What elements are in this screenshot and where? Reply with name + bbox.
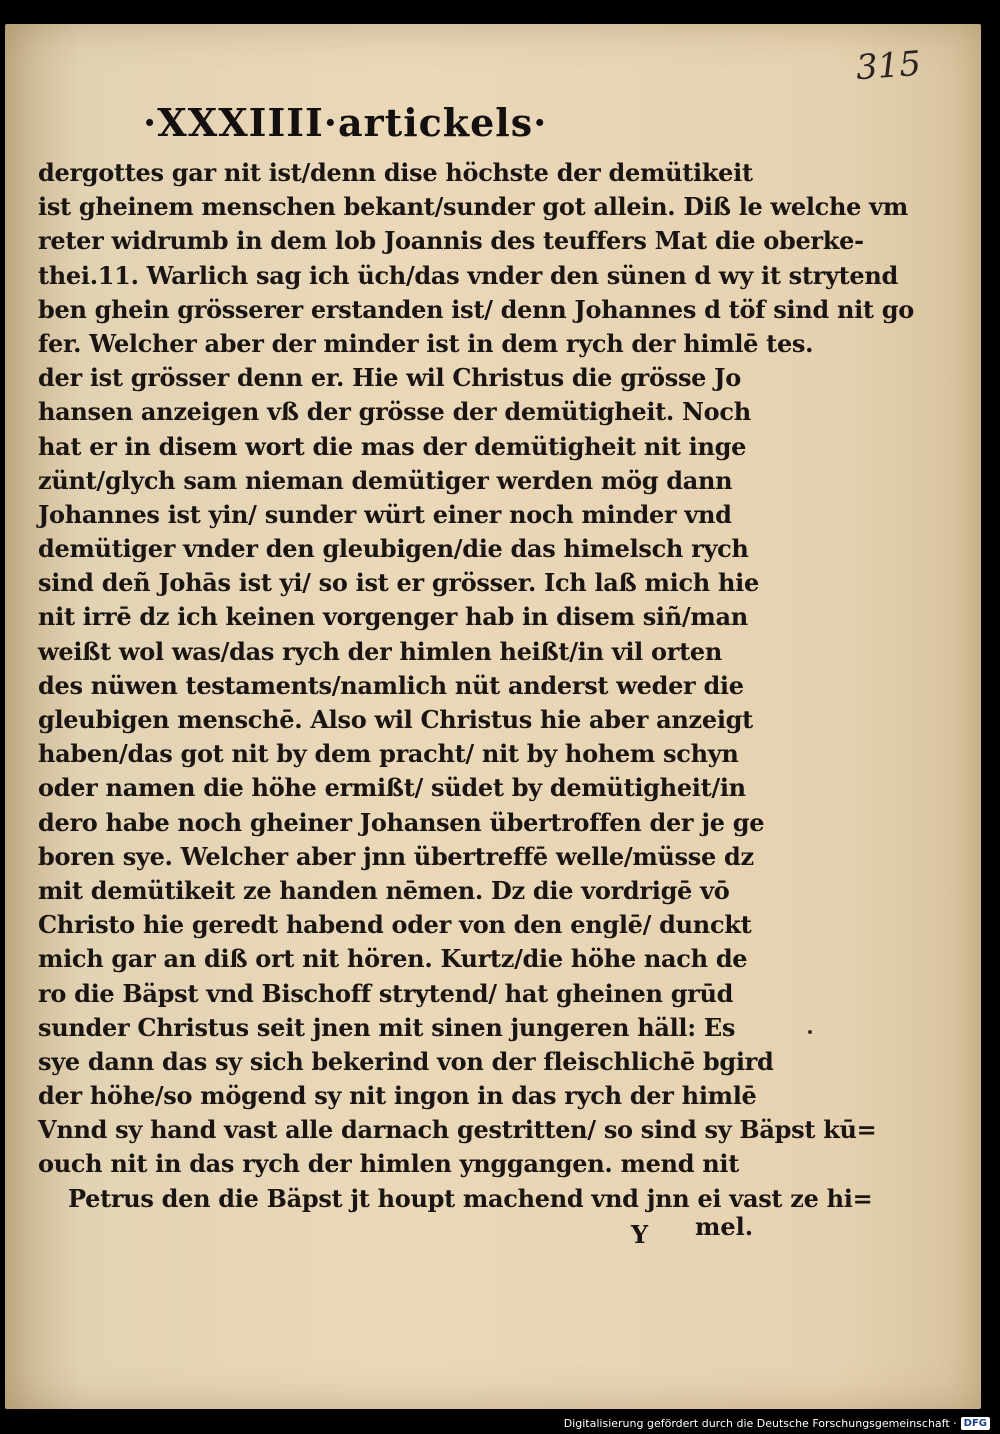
text-line: sind deñ Johās ist yi/ so ist er grösser. Ich laß mich hie: [38, 568, 759, 598]
text-line: hansen anzeigen vß der grösse der demütigheit. Noch: [38, 397, 751, 427]
text-line: weißt wol was/das rych der himlen heißt/in vil orten: [38, 636, 722, 666]
text-line: reter widrumb in dem lob Joannis des teuffers Mat die oberke-: [38, 226, 864, 256]
text-line: mich gar an diß ort nit hören. Kurtz/die höhe nach de: [38, 944, 748, 974]
text-line: der ist grösser denn er. Hie wil Christus die grösse Jo: [38, 363, 741, 393]
text-line: zünt/glych sam nieman demütiger werden mög dann: [38, 465, 733, 495]
footer-credit: Digitalisierung gefördert durch die Deutsche Forschungsgemeinschaft ·: [563, 1417, 957, 1430]
text-line: Christo hie geredt habend oder von den englē/ dunckt: [38, 910, 752, 940]
text-line: mit demütikeit ze handen nēmen. Dz die vordrigē vō: [38, 875, 730, 905]
text-line: Petrus den die Bäpst jt houpt machend vnd jnn ei vast ze hi=: [68, 1183, 873, 1213]
margin-note: [695, 1210, 753, 1244]
body-text: [38, 156, 938, 1216]
text-line: gleubigen menschē. Also wil Christus hie aber anzeigt: [38, 705, 753, 734]
text-line: ist gheinem menschen bekant/sunder got allein. Diß le welche vm: [38, 192, 908, 222]
book-page: [5, 24, 981, 1409]
text-line: dero habe noch gheiner Johansen übertroffen der je ge: [38, 807, 765, 837]
text-line: fer. Welcher aber der minder ist in dem rych der himlē tes.: [38, 328, 814, 358]
text-line: thei.11. Warlich sag ich üch/das vnder den sünen d wy it strytend: [38, 260, 899, 290]
signature-mark: Y: [631, 1220, 649, 1250]
digitization-footer: [564, 1417, 990, 1430]
text-line: oder namen die höhe ermißt/ südet by demütigheit/in: [38, 773, 746, 803]
text-line: ben ghein grösserer erstanden ist/ denn Johannes d töf sind nit go: [38, 294, 914, 324]
dfg-logo-icon: DFG: [961, 1417, 990, 1430]
text-line: nit irrē dz ich keinen vorgenger hab in disem siñ/man: [38, 602, 748, 632]
text-line: sunder Christus seit jnen mit sinen jungeren häll: Es: [38, 1012, 736, 1042]
text-line: des nüwen testaments/namlich nüt anderst weder die: [38, 670, 744, 700]
text-line: dergottes gar nit ist/denn dise höchste der demütikeit: [38, 158, 753, 187]
text-line: Johannes ist yin/ sunder würt einer noch minder vnd: [38, 499, 732, 529]
text-line: hat er in disem wort die mas der demütigheit nit inge: [38, 431, 747, 461]
text-line: sye dann das sy sich bekerind von der fleischlichē bgird: [38, 1046, 774, 1076]
text-line: der höhe/so mögend sy nit ingon in das rych der himlē: [38, 1081, 757, 1111]
text-line: boren sye. Welcher aber jnn übertreffē welle/müsse dz: [38, 841, 754, 871]
margin-note-line: mel.: [695, 1212, 754, 1242]
ink-speck: [808, 1030, 812, 1034]
running-head: ·XXXIIII·artickels·: [143, 100, 548, 145]
text-line: haben/das got nit by dem pracht/ nit by hohem schyn: [38, 739, 739, 769]
text-line: ouch nit in das rych der himlen ynggangen. mend nit: [38, 1149, 739, 1179]
text-line: ro die Bäpst vnd Bischoff strytend/ hat gheinen grūd: [38, 978, 734, 1008]
text-line: Vnnd sy hand vast alle darnach gestritten/ so sind sy Bäpst kū=: [38, 1115, 877, 1145]
folio-number: 315: [854, 43, 923, 89]
text-line: demütiger vnder den gleubigen/die das himelsch rych: [38, 534, 749, 564]
